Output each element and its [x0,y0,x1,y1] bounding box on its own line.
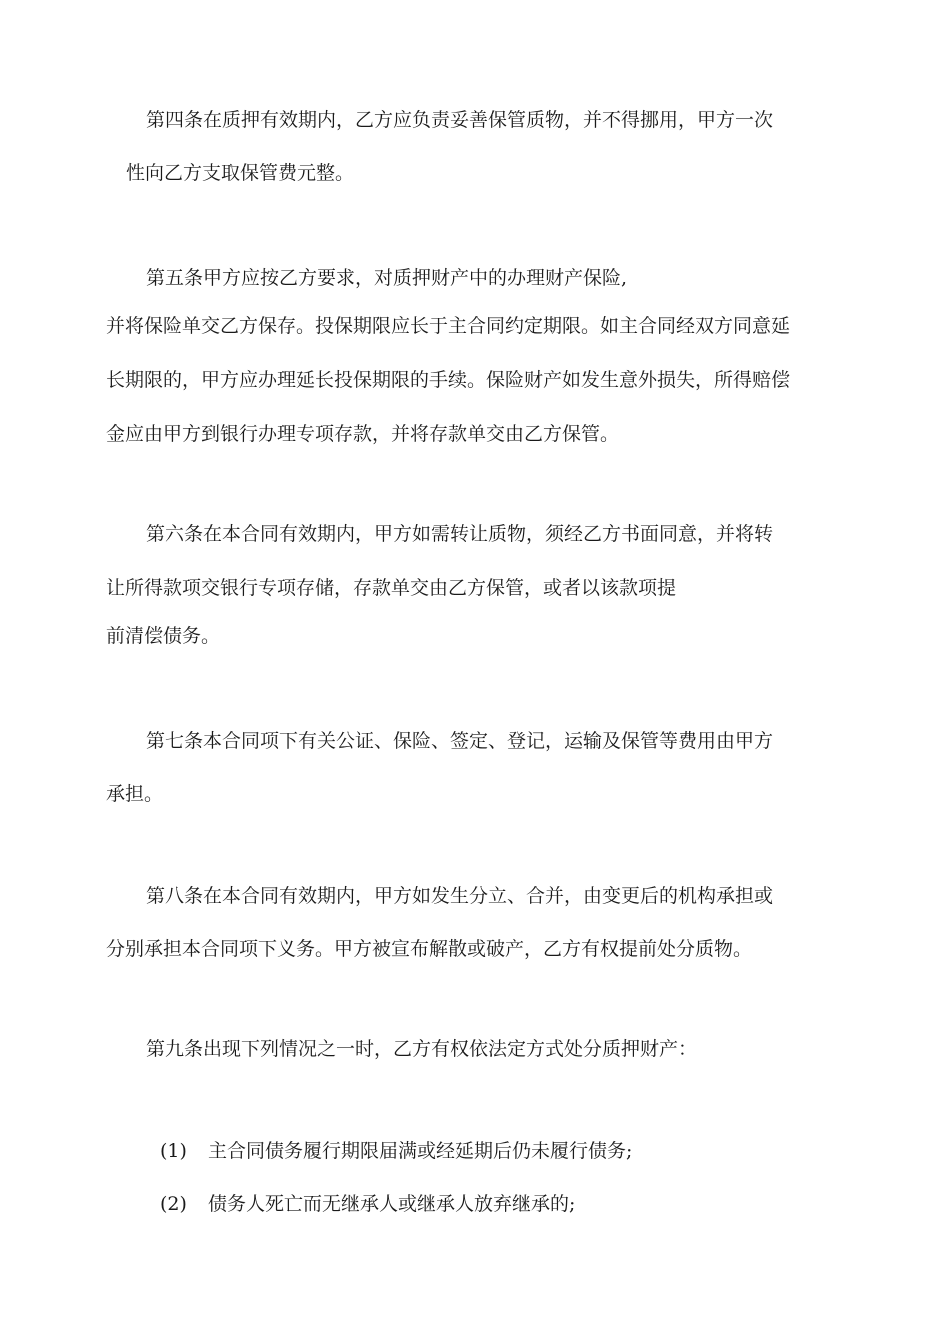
article-7-line-1: 第七条本合同项下有关公证、保险、签定、登记，运输及保管等费用由甲方 [146,730,774,752]
article-5-line-2: 并将保险单交乙方保存。投保期限应长于主合同约定期限。如主合同经双方同意延 [106,315,791,337]
article-7-line-2: 承担。 [106,783,164,805]
article-9-line-1: 第九条出现下列情况之一时，乙方有权依法定方式处分质押财产： [146,1038,698,1060]
list-item-text: 主合同债务履行期限届满或经延期后仍未履行债务; [208,1140,633,1162]
article-8-line-1: 第八条在本合同有效期内，甲方如发生分立、合并，由变更后的机构承担或 [146,885,774,907]
list-item-text: 债务人死亡而无继承人或继承人放弃继承的; [208,1193,576,1215]
article-4-line-1: 第四条在质押有效期内，乙方应负责妥善保管质物，并不得挪用，甲方一次 [146,109,774,131]
list-item-number: (2) [160,1193,187,1215]
article-8-line-2: 分别承担本合同项下义务。甲方被宣布解散或破产，乙方有权提前处分质物。 [106,938,753,960]
article-6-line-3: 前清偿债务。 [106,625,221,647]
article-5-line-4: 金应由甲方到银行办理专项存款，并将存款单交由乙方保管。 [106,423,620,445]
article-5-line-3: 长期限的，甲方应办理延长投保期限的手续。保险财产如发生意外损失，所得赔偿 [106,369,791,391]
list-item-number: (1) [160,1140,187,1162]
article-4-line-2: 性向乙方支取保管费元整。 [126,162,355,184]
article-6-line-1: 第六条在本合同有效期内，甲方如需转让质物，须经乙方书面同意，并将转 [146,523,774,545]
article-5-line-1: 第五条甲方应按乙方要求，对质押财产中的办理财产保险, [146,267,628,289]
article-6-line-2: 让所得款项交银行专项存储，存款单交由乙方保管，或者以该款项提 [106,577,677,599]
